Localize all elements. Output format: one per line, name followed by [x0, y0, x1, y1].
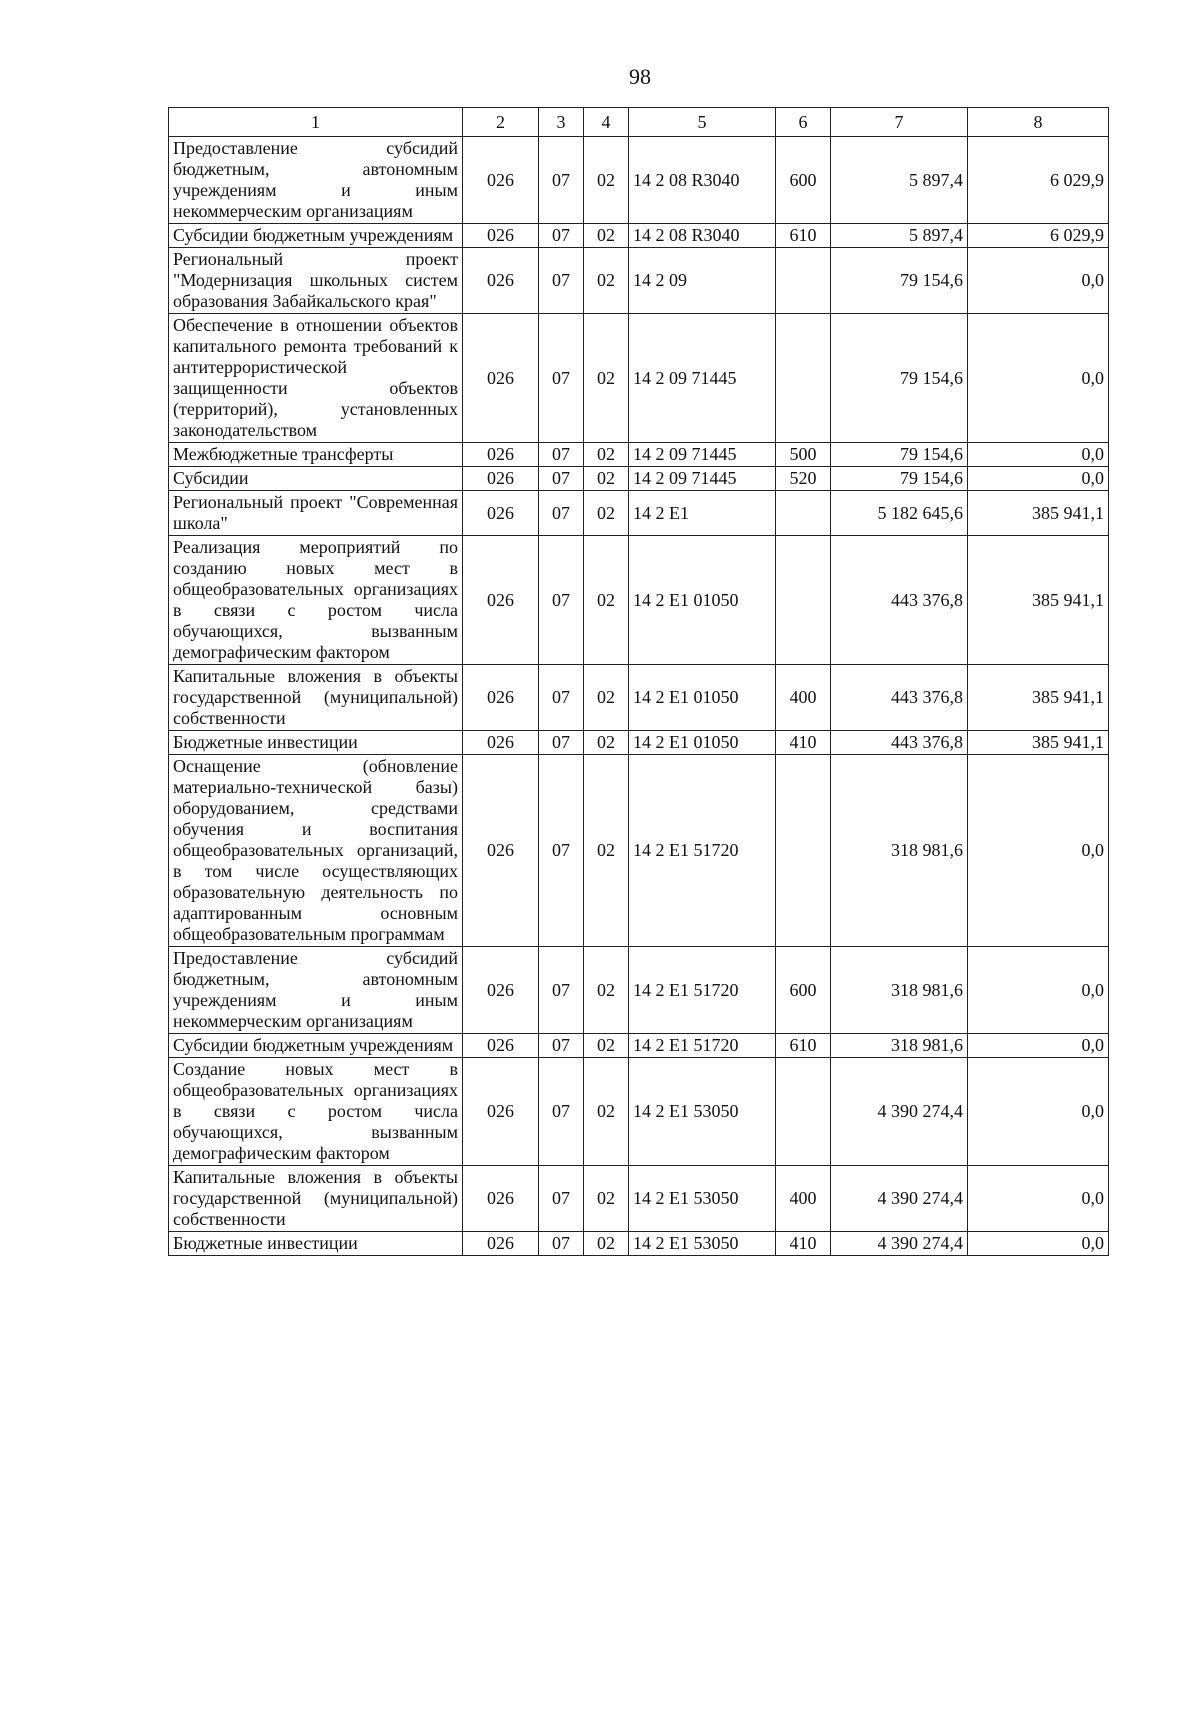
- header-cell-4: 4: [584, 108, 629, 137]
- ministry-code-cell: 026: [463, 137, 539, 224]
- row-name-cell: Субсидии бюджетным учреждениям: [169, 224, 463, 248]
- ministry-code-cell: 026: [463, 755, 539, 947]
- section-code-cell: 07: [539, 1166, 584, 1232]
- amount-col7-cell: 443 376,8: [831, 731, 968, 755]
- subsection-code-cell: 02: [584, 731, 629, 755]
- amount-col8-cell: 0,0: [968, 947, 1109, 1034]
- amount-col8-cell: 385 941,1: [968, 536, 1109, 665]
- expense-type-cell: [776, 314, 831, 443]
- table-row: [169, 1034, 1109, 1058]
- expense-type-cell: 610: [776, 224, 831, 248]
- section-code-cell: 07: [539, 491, 584, 536]
- table-row: [169, 536, 1109, 665]
- table-row: [169, 314, 1109, 443]
- header-row: [169, 108, 1109, 137]
- target-article-cell: 14 2 E1 01050: [629, 665, 776, 731]
- amount-col7-cell: 5 182 645,6: [831, 491, 968, 536]
- row-name-cell: Бюджетные инвестиции: [169, 731, 463, 755]
- amount-col7-cell: 79 154,6: [831, 443, 968, 467]
- target-article-cell: 14 2 E1 01050: [629, 536, 776, 665]
- target-article-cell: 14 2 E1 53050: [629, 1232, 776, 1256]
- amount-col7-cell: 4 390 274,4: [831, 1058, 968, 1166]
- amount-col7-cell: 5 897,4: [831, 224, 968, 248]
- table-row: [169, 491, 1109, 536]
- row-name-cell: Капитальные вложения в объекты государственной (муниципальной) собственности: [169, 1166, 463, 1232]
- section-code-cell: 07: [539, 248, 584, 314]
- header-cell-1: 1: [169, 108, 463, 137]
- amount-col7-cell: 318 981,6: [831, 755, 968, 947]
- header-cell-8: 8: [968, 108, 1109, 137]
- target-article-cell: 14 2 09 71445: [629, 467, 776, 491]
- target-article-cell: 14 2 09 71445: [629, 314, 776, 443]
- row-name-cell: Предоставление субсидий бюджетным, автономным учреждениям и иным некоммерческим организациям: [169, 947, 463, 1034]
- subsection-code-cell: 02: [584, 1166, 629, 1232]
- ministry-code-cell: 026: [463, 467, 539, 491]
- amount-col8-cell: 0,0: [968, 467, 1109, 491]
- row-name-cell: Региональный проект "Модернизация школьных систем образования Забайкальского края": [169, 248, 463, 314]
- ministry-code-cell: 026: [463, 731, 539, 755]
- subsection-code-cell: 02: [584, 137, 629, 224]
- expense-type-cell: 410: [776, 1232, 831, 1256]
- row-name-cell: Субсидии: [169, 467, 463, 491]
- ministry-code-cell: 026: [463, 1166, 539, 1232]
- expense-type-cell: [776, 755, 831, 947]
- header-cell-6: 6: [776, 108, 831, 137]
- amount-col7-cell: 318 981,6: [831, 1034, 968, 1058]
- header-cell-7: 7: [831, 108, 968, 137]
- ministry-code-cell: 026: [463, 314, 539, 443]
- subsection-code-cell: 02: [584, 536, 629, 665]
- expense-type-cell: 410: [776, 731, 831, 755]
- subsection-code-cell: 02: [584, 665, 629, 731]
- amount-col8-cell: 0,0: [968, 1232, 1109, 1256]
- amount-col8-cell: 6 029,9: [968, 137, 1109, 224]
- subsection-code-cell: 02: [584, 1232, 629, 1256]
- subsection-code-cell: 02: [584, 947, 629, 1034]
- amount-col7-cell: 4 390 274,4: [831, 1232, 968, 1256]
- expense-type-cell: [776, 536, 831, 665]
- ministry-code-cell: 026: [463, 665, 539, 731]
- header-cell-2: 2: [463, 108, 539, 137]
- amount-col8-cell: 385 941,1: [968, 491, 1109, 536]
- subsection-code-cell: 02: [584, 248, 629, 314]
- table-row: [169, 467, 1109, 491]
- section-code-cell: 07: [539, 1232, 584, 1256]
- ministry-code-cell: 026: [463, 1232, 539, 1256]
- row-name-cell: Оснащение (обновление материально-технической базы) оборудованием, средствами обучения и воспитания общеобразовательных организаций, в том числе осуществляющих образовательную деятельность по адаптированным основным общеобразовательным программам: [169, 755, 463, 947]
- ministry-code-cell: 026: [463, 1058, 539, 1166]
- row-name-cell: Создание новых мест в общеобразовательных организациях в связи с ростом числа обучающихся, вызванным демографическим фактором: [169, 1058, 463, 1166]
- target-article-cell: 14 2 E1 01050: [629, 731, 776, 755]
- expense-type-cell: 400: [776, 1166, 831, 1232]
- expense-type-cell: [776, 1058, 831, 1166]
- subsection-code-cell: 02: [584, 491, 629, 536]
- table-row: [169, 731, 1109, 755]
- amount-col8-cell: 0,0: [968, 443, 1109, 467]
- row-name-cell: Бюджетные инвестиции: [169, 1232, 463, 1256]
- section-code-cell: 07: [539, 224, 584, 248]
- row-name-cell: Предоставление субсидий бюджетным, автономным учреждениям и иным некоммерческим организациям: [169, 137, 463, 224]
- budget-table: [168, 107, 1109, 1256]
- expense-type-cell: 400: [776, 665, 831, 731]
- amount-col8-cell: 0,0: [968, 1034, 1109, 1058]
- expense-type-cell: 520: [776, 467, 831, 491]
- amount-col8-cell: 385 941,1: [968, 665, 1109, 731]
- section-code-cell: 07: [539, 467, 584, 491]
- expense-type-cell: 600: [776, 137, 831, 224]
- subsection-code-cell: 02: [584, 443, 629, 467]
- section-code-cell: 07: [539, 1058, 584, 1166]
- header-cell-5: 5: [629, 108, 776, 137]
- amount-col8-cell: 385 941,1: [968, 731, 1109, 755]
- target-article-cell: 14 2 09: [629, 248, 776, 314]
- table-row: [169, 1058, 1109, 1166]
- ministry-code-cell: 026: [463, 536, 539, 665]
- ministry-code-cell: 026: [463, 491, 539, 536]
- section-code-cell: 07: [539, 947, 584, 1034]
- table-row: [169, 947, 1109, 1034]
- header-cell-3: 3: [539, 108, 584, 137]
- ministry-code-cell: 026: [463, 224, 539, 248]
- ministry-code-cell: 026: [463, 1034, 539, 1058]
- row-name-cell: Региональный проект "Современная школа": [169, 491, 463, 536]
- amount-col7-cell: 5 897,4: [831, 137, 968, 224]
- amount-col8-cell: 0,0: [968, 314, 1109, 443]
- target-article-cell: 14 2 E1 51720: [629, 755, 776, 947]
- subsection-code-cell: 02: [584, 1058, 629, 1166]
- expense-type-cell: [776, 491, 831, 536]
- ministry-code-cell: 026: [463, 947, 539, 1034]
- table-row: [169, 443, 1109, 467]
- amount-col8-cell: 0,0: [968, 1058, 1109, 1166]
- row-name-cell: Межбюджетные трансферты: [169, 443, 463, 467]
- amount-col7-cell: 79 154,6: [831, 467, 968, 491]
- section-code-cell: 07: [539, 536, 584, 665]
- table-row: [169, 665, 1109, 731]
- target-article-cell: 14 2 08 R3040: [629, 137, 776, 224]
- subsection-code-cell: 02: [584, 314, 629, 443]
- target-article-cell: 14 2 09 71445: [629, 443, 776, 467]
- subsection-code-cell: 02: [584, 224, 629, 248]
- amount-col8-cell: 6 029,9: [968, 224, 1109, 248]
- target-article-cell: 14 2 E1 53050: [629, 1058, 776, 1166]
- section-code-cell: 07: [539, 137, 584, 224]
- section-code-cell: 07: [539, 443, 584, 467]
- target-article-cell: 14 2 E1 51720: [629, 947, 776, 1034]
- row-name-cell: Обеспечение в отношении объектов капитального ремонта требований к антитеррористической защищенности объектов (территорий), установленных законодательством: [169, 314, 463, 443]
- expense-type-cell: 610: [776, 1034, 831, 1058]
- row-name-cell: Реализация мероприятий по созданию новых мест в общеобразовательных организациях в связи с ростом числа обучающихся, вызванным демографическим фактором: [169, 536, 463, 665]
- table-row: [169, 1166, 1109, 1232]
- row-name-cell: Субсидии бюджетным учреждениям: [169, 1034, 463, 1058]
- table-row: [169, 755, 1109, 947]
- table-row: [169, 224, 1109, 248]
- amount-col8-cell: 0,0: [968, 1166, 1109, 1232]
- amount-col8-cell: 0,0: [968, 248, 1109, 314]
- amount-col7-cell: 4 390 274,4: [831, 1166, 968, 1232]
- section-code-cell: 07: [539, 314, 584, 443]
- table-row: [169, 137, 1109, 224]
- table-row: [169, 248, 1109, 314]
- amount-col7-cell: 79 154,6: [831, 314, 968, 443]
- target-article-cell: 14 2 E1 53050: [629, 1166, 776, 1232]
- ministry-code-cell: 026: [463, 248, 539, 314]
- page-number: 98: [629, 64, 651, 89]
- target-article-cell: 14 2 E1: [629, 491, 776, 536]
- table-row: [169, 1232, 1109, 1256]
- amount-col7-cell: 79 154,6: [831, 248, 968, 314]
- section-code-cell: 07: [539, 731, 584, 755]
- amount-col8-cell: 0,0: [968, 755, 1109, 947]
- expense-type-cell: 600: [776, 947, 831, 1034]
- amount-col7-cell: 443 376,8: [831, 665, 968, 731]
- section-code-cell: 07: [539, 1034, 584, 1058]
- section-code-cell: 07: [539, 665, 584, 731]
- subsection-code-cell: 02: [584, 1034, 629, 1058]
- subsection-code-cell: 02: [584, 755, 629, 947]
- expense-type-cell: [776, 248, 831, 314]
- amount-col7-cell: 318 981,6: [831, 947, 968, 1034]
- amount-col7-cell: 443 376,8: [831, 536, 968, 665]
- subsection-code-cell: 02: [584, 467, 629, 491]
- target-article-cell: 14 2 E1 51720: [629, 1034, 776, 1058]
- expense-type-cell: 500: [776, 443, 831, 467]
- section-code-cell: 07: [539, 755, 584, 947]
- row-name-cell: Капитальные вложения в объекты государственной (муниципальной) собственности: [169, 665, 463, 731]
- target-article-cell: 14 2 08 R3040: [629, 224, 776, 248]
- ministry-code-cell: 026: [463, 443, 539, 467]
